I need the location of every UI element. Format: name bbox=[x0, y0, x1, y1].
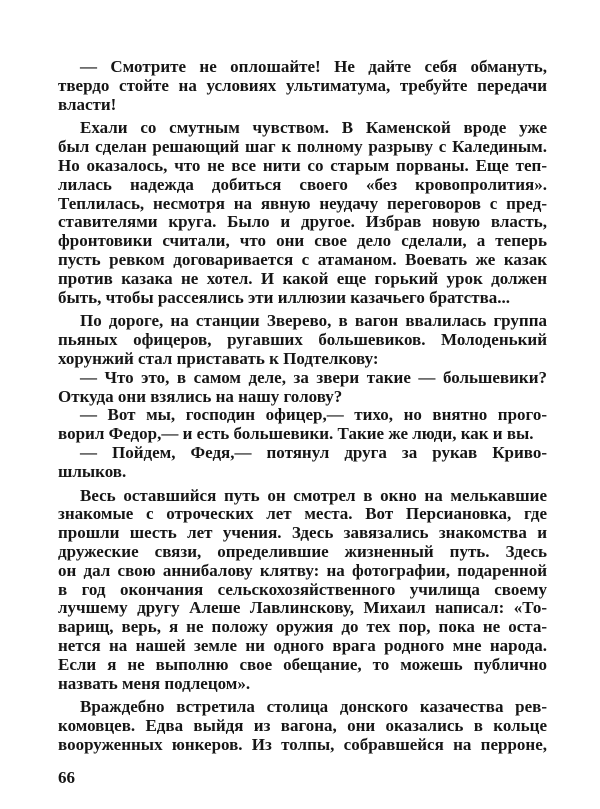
text-line: в год окончания сельскохозяйственного училища своему bbox=[58, 579, 547, 599]
text-line: вооруженных юнкеров. Из толпы, собравшейся на перроне, bbox=[58, 734, 547, 754]
text-line: пусть ревком договаривается с атаманом. Воевать же казак bbox=[58, 249, 547, 269]
text-line: фронтовики считали, что они свое дело сделали, а теперь bbox=[58, 231, 547, 251]
text-line: власти! bbox=[58, 94, 117, 114]
page-number: 66 bbox=[58, 768, 75, 787]
text-line: Откуда они взялись на нашу голову? bbox=[58, 386, 343, 406]
text-line: — Смотрите не оплошайте! Не дайте себя обмануть, bbox=[80, 57, 547, 76]
text-line: твердо стойте на условиях ультиматума, требуйте передачи bbox=[58, 75, 547, 95]
text-line: Если я не выполню свое обещание, то можешь публично bbox=[58, 654, 547, 674]
text-line: был сделан решающий шаг к полному разрыву с Калединым. bbox=[58, 137, 547, 157]
text-line: он дал свою аннибалову клятву: на фотографии, подаренной bbox=[58, 560, 547, 580]
text-line: шлыков. bbox=[58, 461, 127, 481]
text-line: лучшему другу Алеше Лавлинскову, Михаил написал: «То- bbox=[58, 598, 547, 618]
text-line: назвать меня подлецом». bbox=[58, 673, 251, 693]
paragraph bbox=[58, 487, 547, 694]
text-line: — Вот мы, господин офицер,— тихо, но внятно прого- bbox=[80, 405, 547, 425]
paragraph bbox=[58, 119, 547, 307]
paragraph bbox=[58, 698, 547, 754]
text-line: ворил Федор,— и есть большевики. Такие же люди, как и вы. bbox=[58, 424, 534, 444]
text-line: По дороге, на станции Зверево, в вагон ввалилась группа bbox=[80, 311, 547, 331]
text-line: Весь оставшийся путь он смотрел в окно на мелькавшие bbox=[80, 485, 547, 505]
text-line: хорунжий стал приставать к Подтелкову: bbox=[58, 348, 379, 368]
text-line: нется на нашей земле ни одного врага родного мне народа. bbox=[58, 635, 547, 655]
text-line: прошли шесть лет учения. Здесь завязались знакомства и bbox=[58, 523, 547, 543]
text-line: знакомые с отроческих лет места. Вот Персиановка, где bbox=[58, 504, 547, 524]
text-line: против казака не хотел. И какой еще горький урок должен bbox=[58, 268, 547, 288]
text-line: дружеские связи, определившие жизненный путь. Здесь bbox=[58, 541, 547, 561]
text-line: быть, чтобы рассеялись эти иллюзии казачьего братства... bbox=[58, 287, 510, 307]
text-line: Но оказалось, что не все нити со старым порваны. Еще теп- bbox=[58, 155, 547, 175]
text-line: Теплилась, несмотря на явную неудачу переговоров с пред- bbox=[58, 193, 547, 213]
text-line: ставителями круга. Было и другое. Избрав новую власть, bbox=[58, 212, 547, 232]
page-body bbox=[58, 58, 547, 760]
text-line: — Что это, в самом деле, за звери такие — большевики? bbox=[80, 367, 547, 387]
text-line: варищ, верь, я не положу оружия до тех пор, пока не оста- bbox=[58, 617, 547, 637]
paragraph bbox=[58, 58, 547, 114]
text-line: Враждебно встретила столица донского казачества рев- bbox=[80, 697, 547, 717]
text-line: пьяных офицеров, ругавших большевиков. Молоденький bbox=[58, 330, 547, 350]
paragraph bbox=[58, 312, 547, 481]
text-line: комовцев. Едва выйдя из вагона, они оказались в кольце bbox=[58, 716, 547, 736]
text-line: Ехали со смутным чувством. В Каменской вроде уже bbox=[80, 118, 547, 138]
text-line: — Пойдем, Федя,— потянул друга за рукав Криво- bbox=[80, 442, 547, 462]
text-line: лилась надежда добиться своего «без кровопролития». bbox=[58, 174, 547, 194]
